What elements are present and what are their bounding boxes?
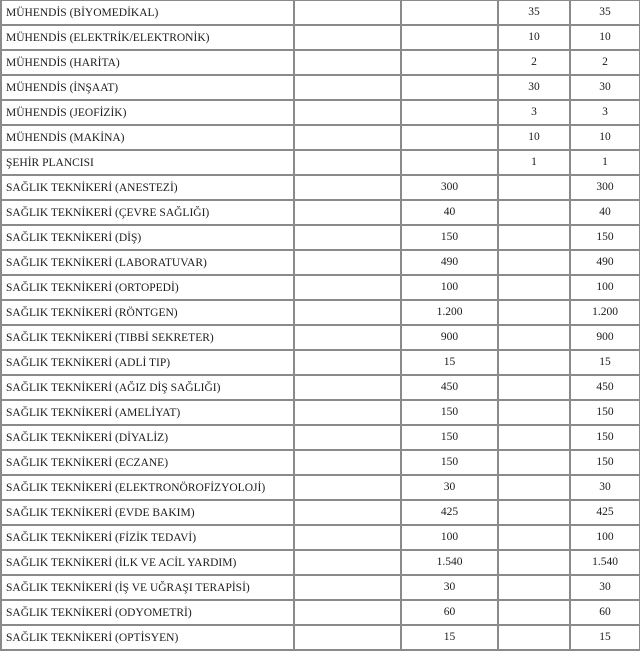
table-row (1, 550, 640, 575)
column-2-cell (294, 150, 401, 175)
table-row (1, 400, 640, 425)
column-2-cell (294, 400, 401, 425)
column-4-cell (498, 275, 570, 300)
column-4-cell (498, 375, 570, 400)
column-4-cell (498, 325, 570, 350)
column-4-cell (498, 525, 570, 550)
table-row (1, 300, 640, 325)
total-cell: 40 (570, 200, 640, 225)
position-cell: MÜHENDİS (MAKİNA) (1, 125, 294, 150)
table-row (1, 250, 640, 275)
position-cell: SAĞLIK TEKNİKERİ (LABORATUVAR) (1, 250, 294, 275)
column-4-cell (498, 625, 570, 650)
column-2-cell (294, 600, 401, 625)
total-cell: 425 (570, 500, 640, 525)
column-2-cell (294, 525, 401, 550)
column-3-cell: 1.540 (401, 550, 498, 575)
column-4-cell (498, 350, 570, 375)
total-cell: 1.200 (570, 300, 640, 325)
position-cell: SAĞLIK TEKNİKERİ (TIBBİ SEKRETER) (1, 325, 294, 350)
column-4-cell (498, 400, 570, 425)
column-3-cell: 1.200 (401, 300, 498, 325)
position-cell: SAĞLIK TEKNİKERİ (ELEKTRONÖROFİZYOLOJİ) (1, 475, 294, 500)
column-3-cell (401, 25, 498, 50)
column-3-cell: 150 (401, 400, 498, 425)
column-4-cell: 10 (498, 125, 570, 150)
column-3-cell: 15 (401, 625, 498, 650)
column-2-cell (294, 275, 401, 300)
table-row (1, 350, 640, 375)
position-cell: SAĞLIK TEKNİKERİ (AĞIZ DİŞ SAĞLIĞI) (1, 375, 294, 400)
table-row (1, 475, 640, 500)
column-3-cell: 450 (401, 375, 498, 400)
column-3-cell: 150 (401, 425, 498, 450)
column-4-cell: 3 (498, 100, 570, 125)
total-cell: 100 (570, 525, 640, 550)
table-row (1, 50, 640, 75)
column-2-cell (294, 300, 401, 325)
position-cell: SAĞLIK TEKNİKERİ (FİZİK TEDAVİ) (1, 525, 294, 550)
column-3-cell: 300 (401, 175, 498, 200)
total-cell: 150 (570, 400, 640, 425)
total-cell: 1 (570, 150, 640, 175)
table-row (1, 625, 640, 650)
column-4-cell (498, 450, 570, 475)
column-2-cell (294, 500, 401, 525)
position-cell: SAĞLIK TEKNİKERİ (DİŞ) (1, 225, 294, 250)
position-cell: SAĞLIK TEKNİKERİ (İLK VE ACİL YARDIM) (1, 550, 294, 575)
column-3-cell (401, 0, 498, 25)
table-row (1, 500, 640, 525)
column-2-cell (294, 50, 401, 75)
position-cell: SAĞLIK TEKNİKERİ (ADLİ TIP) (1, 350, 294, 375)
total-cell: 35 (570, 0, 640, 25)
column-3-cell (401, 75, 498, 100)
column-3-cell: 40 (401, 200, 498, 225)
column-4-cell (498, 225, 570, 250)
total-cell: 30 (570, 475, 640, 500)
table-row (1, 200, 640, 225)
position-cell: SAĞLIK TEKNİKERİ (ANESTEZİ) (1, 175, 294, 200)
column-2-cell (294, 375, 401, 400)
total-cell: 150 (570, 450, 640, 475)
table-row (1, 525, 640, 550)
position-cell: SAĞLIK TEKNİKERİ (ORTOPEDİ) (1, 275, 294, 300)
column-3-cell: 100 (401, 275, 498, 300)
table-row (1, 125, 640, 150)
column-3-cell (401, 50, 498, 75)
column-4-cell (498, 175, 570, 200)
total-cell: 150 (570, 225, 640, 250)
column-4-cell (498, 475, 570, 500)
table-row (1, 75, 640, 100)
position-cell: SAĞLIK TEKNİKERİ (AMELİYAT) (1, 400, 294, 425)
table-row (1, 100, 640, 125)
table-body (1, 0, 640, 650)
column-3-cell: 150 (401, 225, 498, 250)
column-3-cell: 425 (401, 500, 498, 525)
total-cell: 2 (570, 50, 640, 75)
table-row (1, 325, 640, 350)
total-cell: 450 (570, 375, 640, 400)
column-2-cell (294, 100, 401, 125)
column-3-cell: 30 (401, 475, 498, 500)
column-3-cell: 900 (401, 325, 498, 350)
position-cell: MÜHENDİS (HARİTA) (1, 50, 294, 75)
column-3-cell (401, 100, 498, 125)
column-4-cell (498, 500, 570, 525)
position-cell: MÜHENDİS (BİYOMEDİKAL) (1, 0, 294, 25)
column-4-cell: 1 (498, 150, 570, 175)
position-cell: MÜHENDİS (İNŞAAT) (1, 75, 294, 100)
column-2-cell (294, 125, 401, 150)
total-cell: 3 (570, 100, 640, 125)
total-cell: 15 (570, 350, 640, 375)
position-cell: SAĞLIK TEKNİKERİ (ECZANE) (1, 450, 294, 475)
total-cell: 100 (570, 275, 640, 300)
table-row (1, 225, 640, 250)
position-cell: SAĞLIK TEKNİKERİ (ODYOMETRİ) (1, 600, 294, 625)
column-3-cell: 15 (401, 350, 498, 375)
column-2-cell (294, 250, 401, 275)
total-cell: 10 (570, 25, 640, 50)
table-row (1, 0, 640, 25)
table-row (1, 375, 640, 400)
position-cell: MÜHENDİS (ELEKTRİK/ELEKTRONİK) (1, 25, 294, 50)
column-2-cell (294, 350, 401, 375)
column-4-cell: 30 (498, 75, 570, 100)
total-cell: 490 (570, 250, 640, 275)
column-2-cell (294, 200, 401, 225)
total-cell: 150 (570, 425, 640, 450)
total-cell: 15 (570, 625, 640, 650)
column-4-cell (498, 250, 570, 275)
column-3-cell (401, 150, 498, 175)
column-3-cell: 150 (401, 450, 498, 475)
column-3-cell: 30 (401, 575, 498, 600)
table-row (1, 600, 640, 625)
position-cell: SAĞLIK TEKNİKERİ (DİYALİZ) (1, 425, 294, 450)
column-2-cell (294, 475, 401, 500)
column-3-cell: 60 (401, 600, 498, 625)
column-2-cell (294, 550, 401, 575)
table-row (1, 275, 640, 300)
column-4-cell: 2 (498, 50, 570, 75)
table-row (1, 575, 640, 600)
column-2-cell (294, 575, 401, 600)
column-4-cell (498, 425, 570, 450)
column-4-cell: 10 (498, 25, 570, 50)
column-2-cell (294, 625, 401, 650)
position-cell: ŞEHİR PLANCISI (1, 150, 294, 175)
table-row (1, 450, 640, 475)
column-4-cell (498, 200, 570, 225)
column-3-cell: 100 (401, 525, 498, 550)
total-cell: 900 (570, 325, 640, 350)
position-cell: SAĞLIK TEKNİKERİ (OPTİSYEN) (1, 625, 294, 650)
column-2-cell (294, 325, 401, 350)
total-cell: 1.540 (570, 550, 640, 575)
position-cell: MÜHENDİS (JEOFİZİK) (1, 100, 294, 125)
table-row (1, 25, 640, 50)
column-4-cell: 35 (498, 0, 570, 25)
column-2-cell (294, 25, 401, 50)
table-row (1, 425, 640, 450)
column-2-cell (294, 225, 401, 250)
total-cell: 10 (570, 125, 640, 150)
column-2-cell (294, 75, 401, 100)
total-cell: 300 (570, 175, 640, 200)
column-4-cell (498, 600, 570, 625)
total-cell: 30 (570, 75, 640, 100)
column-4-cell (498, 550, 570, 575)
position-cell: SAĞLIK TEKNİKERİ (İŞ VE UĞRAŞI TERAPİSİ) (1, 575, 294, 600)
column-4-cell (498, 300, 570, 325)
column-4-cell (498, 575, 570, 600)
column-2-cell (294, 450, 401, 475)
column-3-cell: 490 (401, 250, 498, 275)
table-row (1, 150, 640, 175)
table-row (1, 175, 640, 200)
total-cell: 60 (570, 600, 640, 625)
column-3-cell (401, 125, 498, 150)
total-cell: 30 (570, 575, 640, 600)
column-2-cell (294, 175, 401, 200)
column-2-cell (294, 0, 401, 25)
position-cell: SAĞLIK TEKNİKERİ (EVDE BAKIM) (1, 500, 294, 525)
column-2-cell (294, 425, 401, 450)
position-cell: SAĞLIK TEKNİKERİ (ÇEVRE SAĞLIĞI) (1, 200, 294, 225)
position-cell: SAĞLIK TEKNİKERİ (RÖNTGEN) (1, 300, 294, 325)
